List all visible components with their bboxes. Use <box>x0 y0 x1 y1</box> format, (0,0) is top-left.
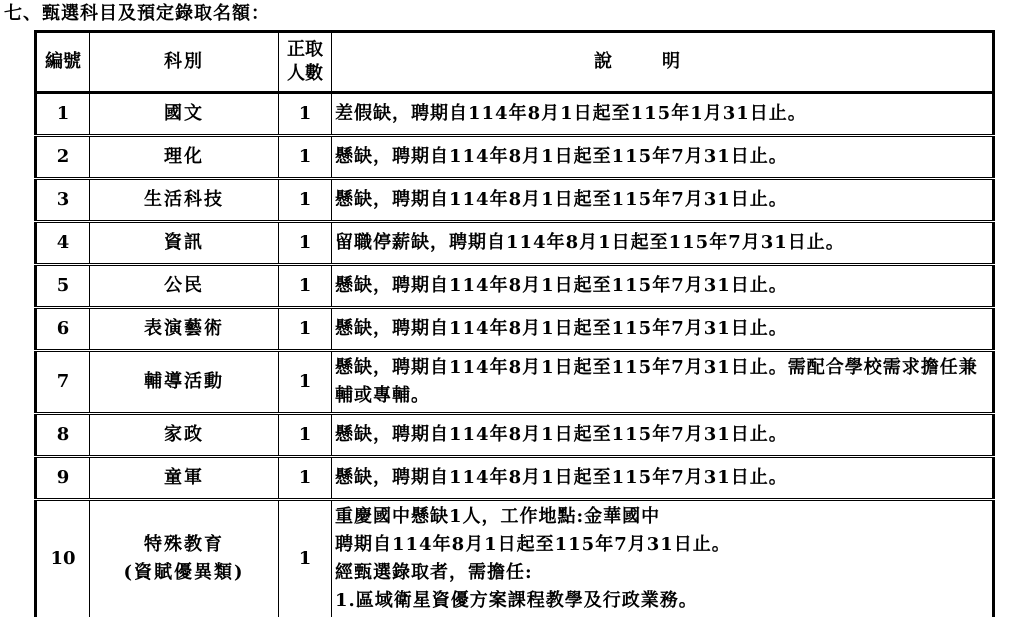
row-count: 1 <box>279 265 332 308</box>
row-subject: 生活科技 <box>90 179 279 222</box>
header-count-line2: 人數 <box>287 63 323 84</box>
table-row <box>36 93 994 136</box>
row-subject: 理化 <box>90 136 279 179</box>
exam-subjects-table <box>34 30 995 617</box>
section-title: 七、甄選科目及預定錄取名額： <box>4 3 270 24</box>
row-subject-line1: 特殊教育 <box>144 534 224 555</box>
row-count: 1 <box>279 351 332 414</box>
description-line: 經甄選錄取者，需擔任: <box>335 562 533 583</box>
row-number: 4 <box>36 222 90 265</box>
row-number: 9 <box>36 457 90 500</box>
row-number: 8 <box>36 414 90 457</box>
header-number: 編號 <box>36 32 90 93</box>
row-count: 1 <box>279 457 332 500</box>
row-description: 懸缺，聘期自114年8月1日起至115年7月31日止。 <box>332 457 994 500</box>
row-description <box>332 500 994 618</box>
row-subject: 家政 <box>90 414 279 457</box>
table-row <box>36 351 994 414</box>
table-row <box>36 308 994 351</box>
row-subject <box>90 500 279 618</box>
description-line: 聘期自114年8月1日起至115年7月31日止。 <box>335 534 731 555</box>
row-number: 3 <box>36 179 90 222</box>
description-line: 1.區域衛星資優方案課程教學及行政業務。 <box>335 590 698 611</box>
table-row <box>36 265 994 308</box>
row-number: 10 <box>36 500 90 618</box>
table-header-row <box>36 32 994 93</box>
row-count: 1 <box>279 136 332 179</box>
row-description: 懸缺，聘期自114年8月1日起至115年7月31日止。 <box>332 136 994 179</box>
row-description: 懸缺，聘期自114年8月1日起至115年7月31日止。 <box>332 265 994 308</box>
row-description: 留職停薪缺，聘期自114年8月1日起至115年7月31日止。 <box>332 222 994 265</box>
table-row <box>36 414 994 457</box>
row-subject: 公民 <box>90 265 279 308</box>
table-row <box>36 222 994 265</box>
row-description: 懸缺，聘期自114年8月1日起至115年7月31日止。 <box>332 414 994 457</box>
header-count <box>279 32 332 93</box>
row-subject: 國文 <box>90 93 279 136</box>
row-description: 懸缺，聘期自114年8月1日起至115年7月31日止。需配合學校需求擔任兼輔或專輔。 <box>332 351 994 414</box>
row-description: 懸缺，聘期自114年8月1日起至115年7月31日止。 <box>332 308 994 351</box>
header-count-line1: 正取 <box>287 39 323 60</box>
row-subject: 表演藝術 <box>90 308 279 351</box>
row-number: 7 <box>36 351 90 414</box>
row-count: 1 <box>279 179 332 222</box>
row-description: 懸缺，聘期自114年8月1日起至115年7月31日止。 <box>332 179 994 222</box>
row-subject: 輔導活動 <box>90 351 279 414</box>
header-subject: 科別 <box>90 32 279 93</box>
row-number: 5 <box>36 265 90 308</box>
row-number: 6 <box>36 308 90 351</box>
header-description: 說明 <box>332 32 994 93</box>
row-count: 1 <box>279 93 332 136</box>
row-description: 差假缺，聘期自114年8月1日起至115年1月31日止。 <box>332 93 994 136</box>
row-number: 2 <box>36 136 90 179</box>
row-count: 1 <box>279 222 332 265</box>
table-row <box>36 136 994 179</box>
row-subject: 資訊 <box>90 222 279 265</box>
description-line: 重慶國中懸缺1人，工作地點:金華國中 <box>335 506 661 527</box>
table-row <box>36 179 994 222</box>
row-subject-line2: (資賦優異類) <box>123 562 245 583</box>
table-row <box>36 457 994 500</box>
table-row <box>36 500 994 618</box>
row-count: 1 <box>279 500 332 618</box>
row-count: 1 <box>279 414 332 457</box>
row-subject: 童軍 <box>90 457 279 500</box>
row-count: 1 <box>279 308 332 351</box>
row-number: 1 <box>36 93 90 136</box>
